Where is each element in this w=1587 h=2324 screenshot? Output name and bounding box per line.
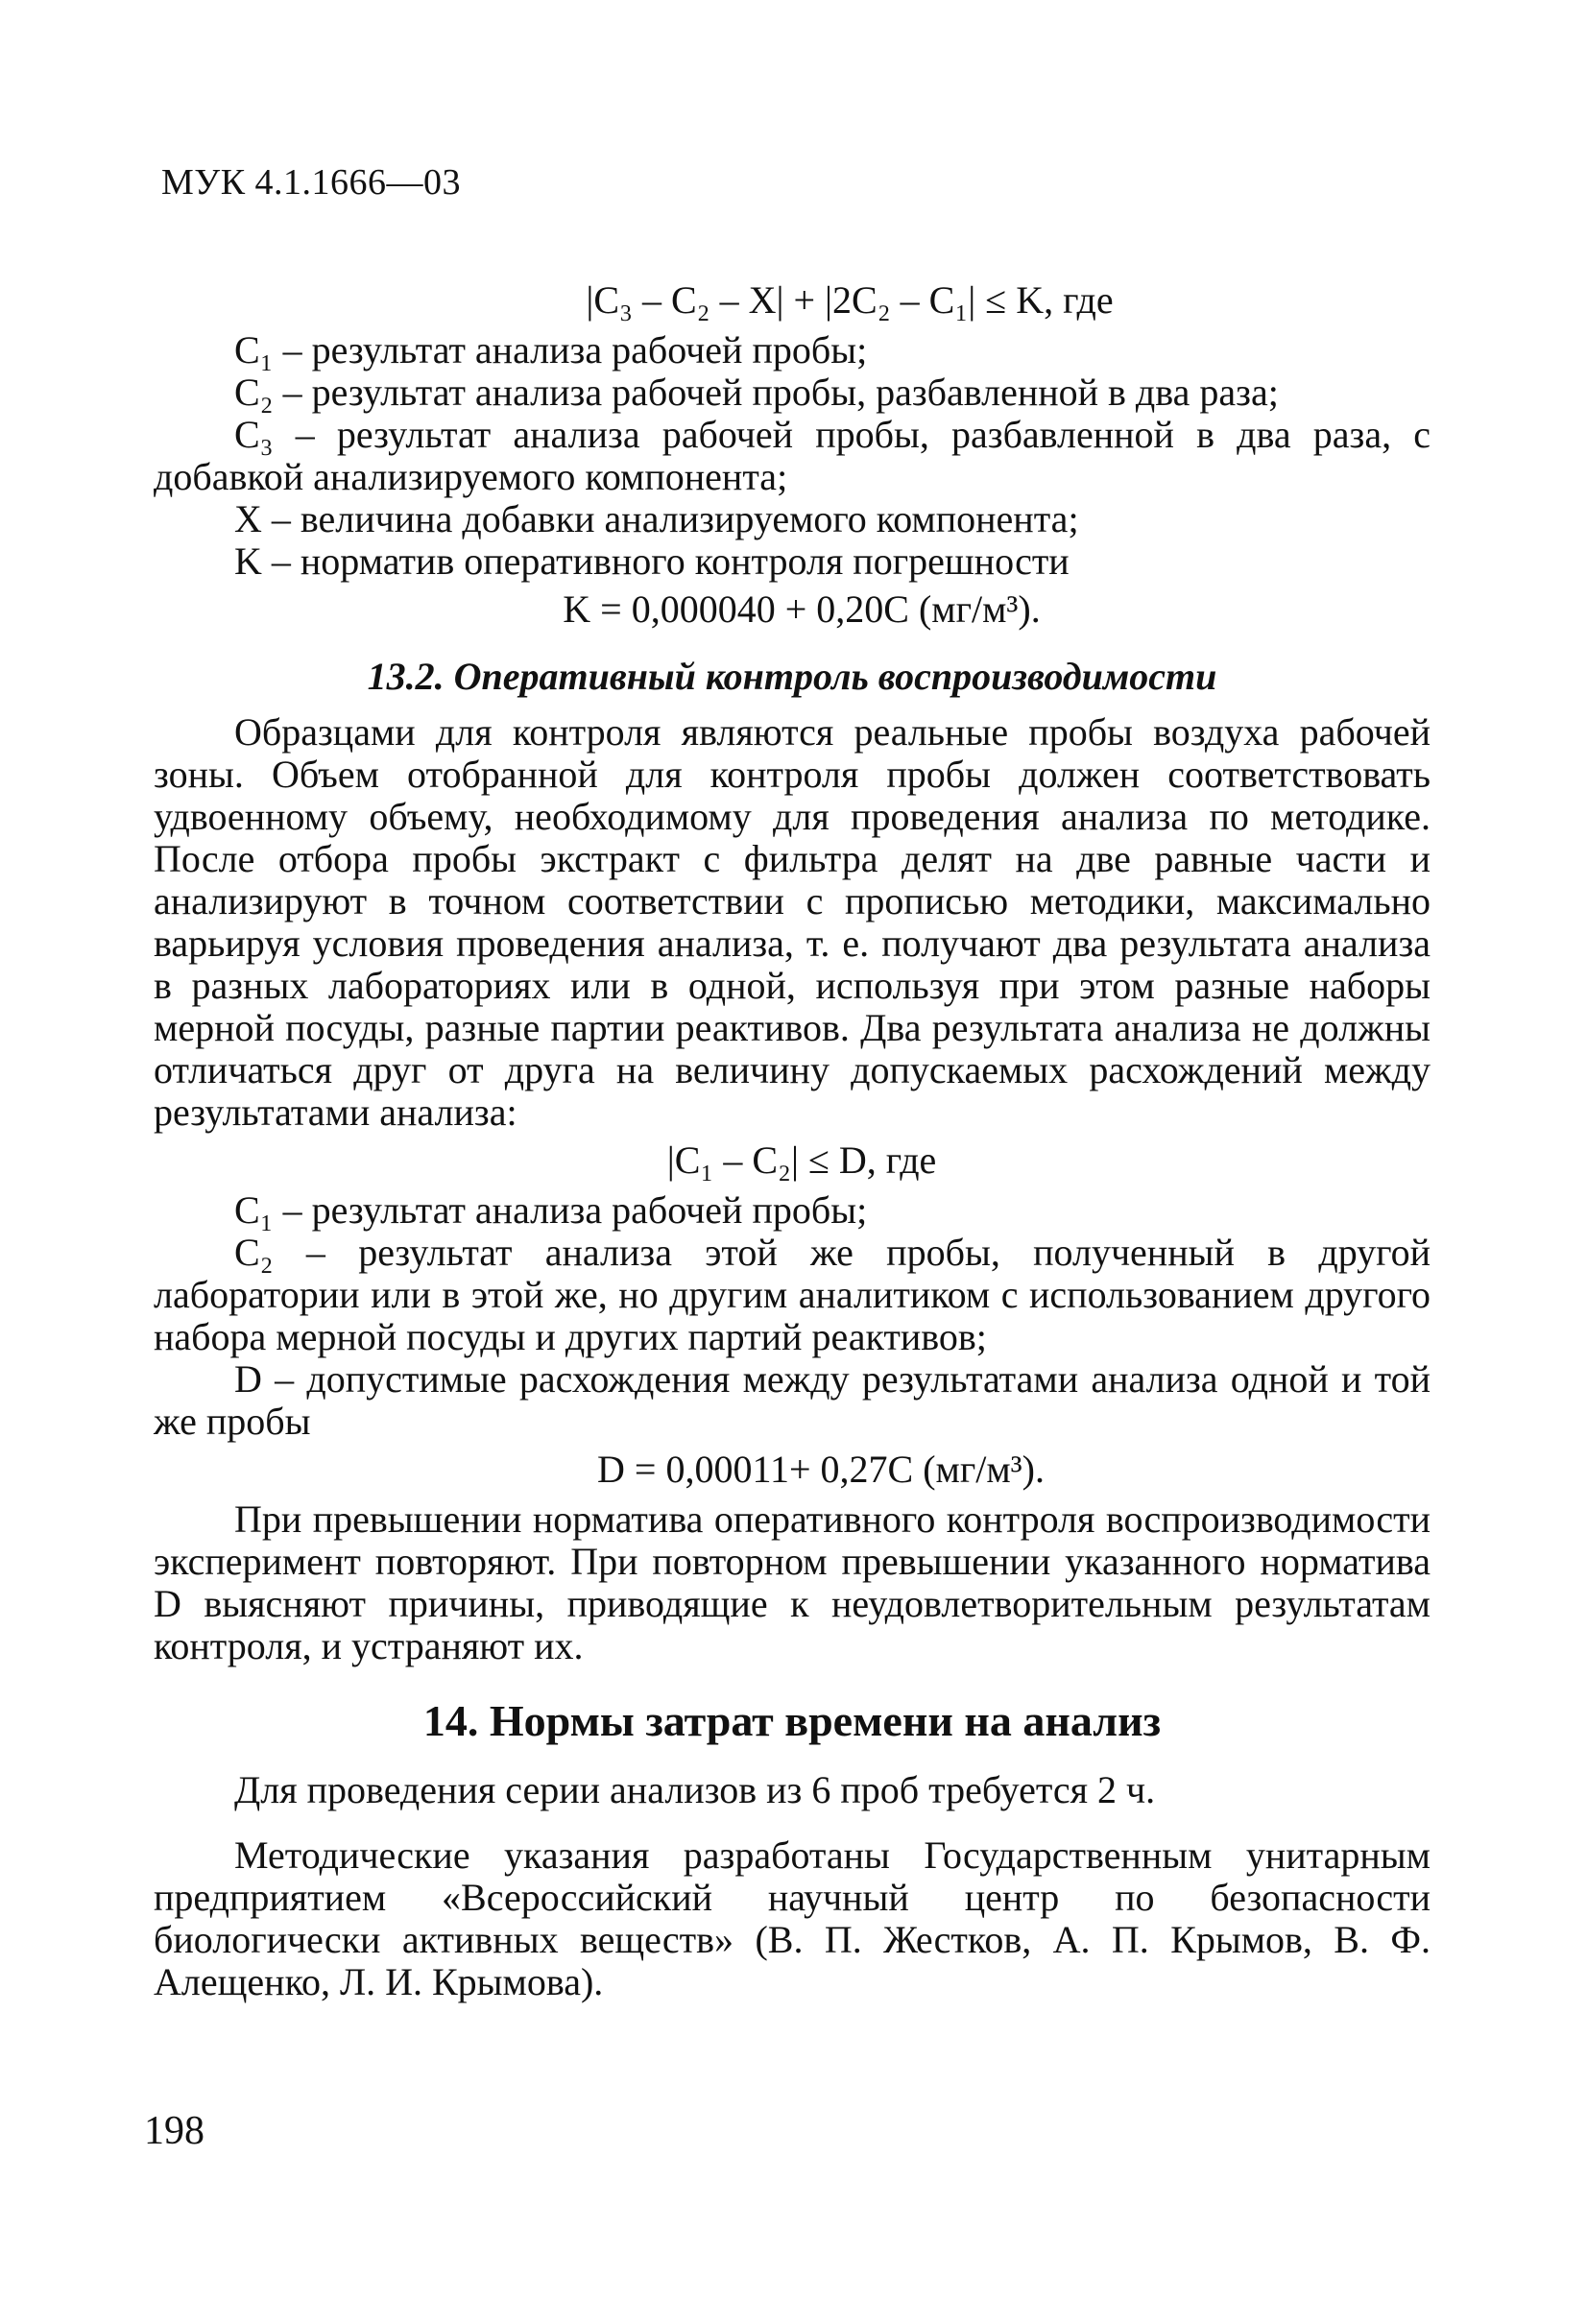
paragraph-reproducibility: Образцами для контроля являются реальные пробы воздуха рабочей зоны. Объем отобранной для контроля пробы должен соответствовать удвоенному объему, необходимому для проведения анализа по методике. После отбора пробы экстракт с фильтра делят на две равные части и анализируют в точном соответствии с прописью методики, максимально варьируя условия проведения анализа, т. е. получают два результата анализа в разных лабораториях или в одной, используя при этом разные наборы мерной посуды, разные партии реактивов. Два результата анализа не должны отличаться друг от друга на величину допускаемых расхождений между результатами анализа: (154, 710, 1431, 1134)
spacer (154, 1811, 1431, 1834)
page-number: 198 (144, 2109, 204, 2153)
section-title-14: 14. Нормы затрат времени на анализ (422, 1696, 1162, 1745)
document-code-header: МУК 4.1.1666—03 (161, 162, 462, 203)
formula-d: D = 0,00011+ 0,27C (мг/м³). (597, 1448, 1045, 1491)
paragraph-time: Для проведения серии анализов из 6 проб требуется 2 ч. (234, 1768, 1156, 1811)
definition-c2: C₂ – результат анализа рабочей пробы, разбавленной в два раза; (234, 371, 1279, 414)
definition-c2-repro: C₂ – результат анализа этой же пробы, полученный в другой лаборатории или в этой же, но другим аналитиком с использованием другого набора мерной посуды и других партий реактивов; (154, 1231, 1431, 1358)
section-title-13-2: 13.2. Оперативный контроль воспроизводимости (367, 655, 1217, 698)
definition-c1-repro: C₁ – результат анализа рабочей пробы; (234, 1188, 868, 1232)
definition-d: D – допустимые расхождения между результатами анализа одной и той же пробы (154, 1357, 1431, 1443)
definition-c3: C₃ – результат анализа рабочей пробы, разбавленной в два раза, с добавкой анализируемого компонента; (154, 413, 1431, 498)
paragraph-authors: Методические указания разработаны Государственным унитарным предприятием «Всероссийский научный центр по безопасности биологически активных веществ» (В. П. Жестков, А. П. Крымов, В. Ф. Алещенко, Л. И. Крымова). (154, 1833, 1431, 2003)
paragraph-exceed: При превышении норматива оперативного контроля воспроизводимости эксперимент повторяют. При повторном превышении указанного норматива D выясняют причины, приводящие к неудовлетворительным результатам контроля, и устраняют их. (154, 1497, 1431, 1667)
document-body (154, 274, 1431, 2003)
formula-reproducibility: |C₁ – C₂| ≤ D, где (666, 1138, 937, 1182)
definition-c1: C₁ – результат анализа рабочей пробы; (234, 328, 868, 371)
definition-x: X – величина добавки анализируемого компонента; (234, 497, 1079, 540)
definition-k: K – норматив оперативного контроля погрешности (234, 539, 1070, 583)
formula-k: K = 0,000040 + 0,20C (мг/м³). (563, 587, 1041, 631)
formula-accuracy-control: |C₃ – C₂ – X| + |2C₂ – C₁| ≤ K, где (586, 278, 1114, 322)
